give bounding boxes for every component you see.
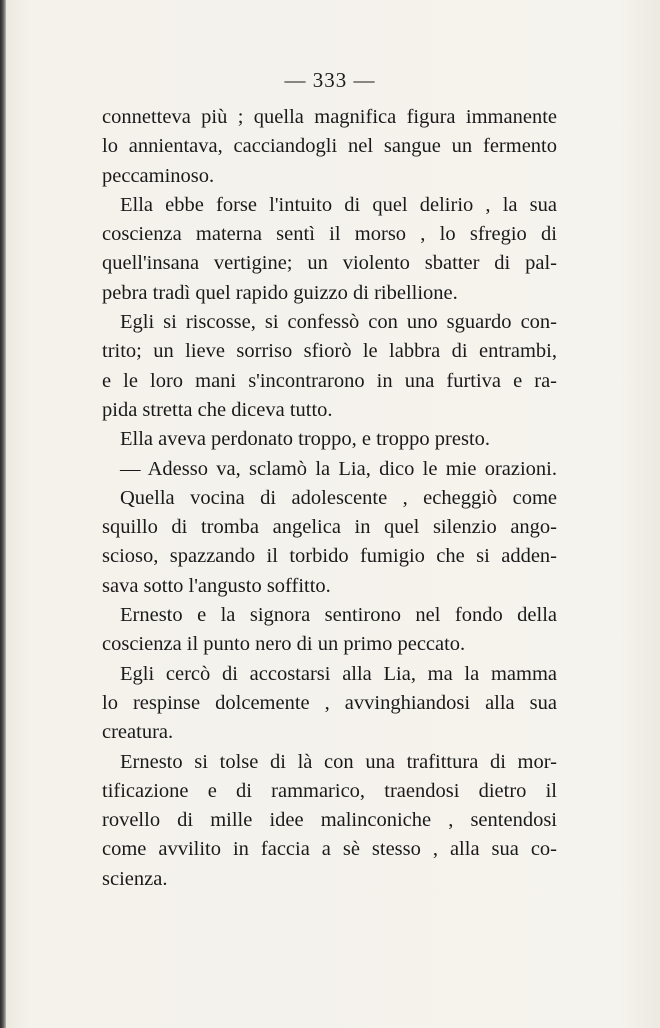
text-line: scioso, spazzando il torbido fumigio che si adden- (102, 545, 557, 568)
text-line: e le loro mani s'incontrarono in una furtiva e ra- (102, 369, 557, 392)
text-line: squillo di tromba angelica in quel silenzio ango- (102, 516, 557, 539)
text-line: rovello di mille idee malinconiche , sentendosi (102, 809, 557, 832)
text-line: Ernesto si tolse di là con una trafittura di mor- (120, 750, 557, 773)
text-line: scienza. (102, 867, 168, 890)
text-line: Ella ebbe forse l'intuito di quel delirio , la sua (120, 193, 557, 216)
text-line: come avvilito in faccia a sè stesso , alla sua co- (102, 838, 557, 861)
text-line: Egli si riscosse, si confessò con uno sguardo con- (120, 311, 557, 334)
text-line: Egli cercò di accostarsi alla Lia, ma la mamma (120, 662, 557, 685)
text-line: sava sotto l'angusto soffitto. (102, 574, 331, 597)
text-line: Ella aveva perdonato troppo, e troppo presto. (120, 428, 491, 451)
text-line: coscienza materna sentì il morso , lo sfregio di (102, 223, 557, 246)
text-line: creatura. (102, 721, 174, 744)
page-number-header: — 333 — (284, 68, 376, 92)
text-line: coscienza il punto nero di un primo peccato. (102, 633, 466, 656)
text-line: lo annientava, cacciandogli nel sangue un fermento (102, 135, 557, 158)
text-line: Ernesto e la signora sentirono nel fondo della (120, 604, 557, 627)
text-line: quell'insana vertigine; un violento sbatter di pal- (102, 252, 557, 275)
text-line: connetteva più ; quella magnifica figura immanente (102, 106, 557, 128)
text-line: pida stretta che diceva tutto. (102, 398, 333, 421)
body-text (102, 103, 557, 894)
text-line: lo respinse dolcemente , avvinghiandosi alla sua (102, 691, 557, 714)
text-line: Quella vocina di adolescente , echeggiò come (120, 486, 557, 509)
text-line: trito; un lieve sorriso sfiorò le labbra di entrambi, (102, 340, 557, 363)
text-line: pebra tradì quel rapido guizzo di ribellione. (102, 281, 458, 304)
text-line: — Adesso va, sclamò la Lia, dico le mie orazioni. (120, 457, 557, 480)
text-line: peccaminoso. (102, 164, 215, 187)
book-spine-edge (0, 0, 6, 1028)
text-line: tificazione e di rammarico, traendosi dietro il (102, 779, 557, 802)
